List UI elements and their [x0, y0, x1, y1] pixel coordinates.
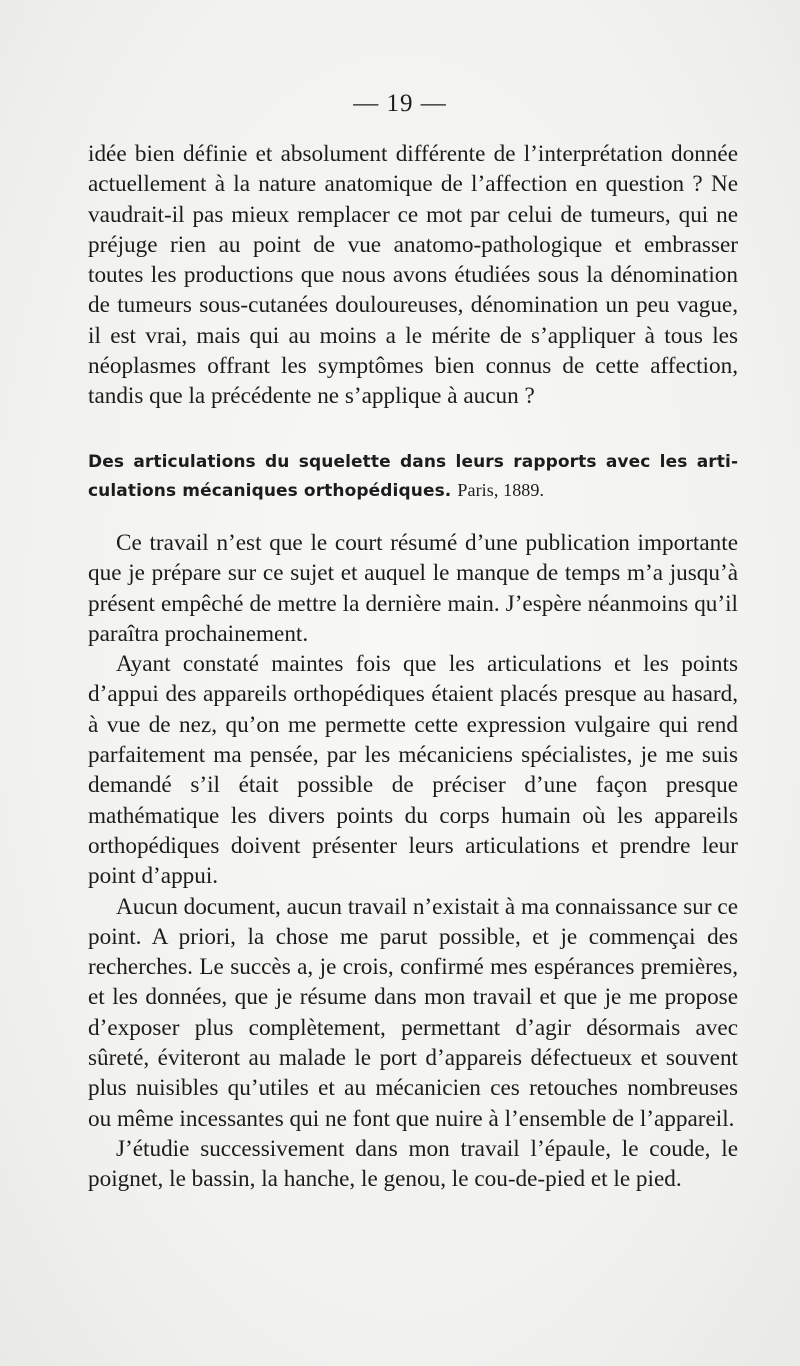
section-title: Des articulations du squelette dans leurs rapports avec les articulations mécaniques orthopédiques. [88, 452, 738, 501]
paragraph: Ce travail n’est que le court résumé d’une publication importante que je prépare sur ce sujet et auquel le manque de temps m’a jusqu’à présent empêché de mettre la dernière main. J’espère néanmoins qu’il paraîtra prochainement. [88, 530, 738, 647]
paragraph: Ayant constaté maintes fois que les articulations et les points d’appui des appareils orthopédiques étaient placés presque au hasard, à vue de nez, qu’on me permette cette expression vulgaire qui rend parfaitement ma pensée, par les mécaniciens spécialistes, je me suis demandé s’il était possible de préciser d’une façon presque mathématique les divers points du corps humain où les appareils orthopédiques doivent présenter leurs articulations et prendre leur point d’appui. [88, 651, 738, 890]
page-number: — 19 — [353, 90, 447, 117]
paragraph: Aucun document, aucun travail n’existait à ma connaissance sur ce point. A priori, la chose me parut possible, et je commençai des recherches. Le succès a, je crois, confirmé mes espérances premières, et les données, que je résume dans mon travail et que je me propose d’exposer plus complètement, permettant d’agir désormais avec sûreté, éviteront au malade le port d’appareis défectueux et souvent plus nuisibles qu’utiles et au mécanicien ces retouches nombreuses ou même incessantes qui ne font que nuire à l’ensemble de l’appareil. [88, 893, 738, 1132]
paragraph: J’étudie successivement dans mon travail l’épaule, le coude, le poignet, le bassin, la hanche, le genou, le cou-de-pied et le pied. [88, 1135, 738, 1193]
body-text-block [88, 528, 738, 1195]
intro-paragraph: idée bien définie et absolument différente de l’interprétation donnée actuellement à la nature anatomique de l’affection en question ? Ne vaudrait-il pas mieux remplacer ce mot par celui de tumeurs, qui ne préjuge rien au point de vue anatomo-pathologique et embrasser toutes les productions que nous avons étudiées sous la dénomination de tumeurs sous-cutanées douloureuses, dénomination un peu vague, il est vrai, mais qui au moins a le mérite de s’appliquer à tous les néoplasmes offrant les symptômes bien connus de cette affection, tandis que la précédente ne s’applique à aucun ? [88, 141, 738, 410]
section-heading [88, 448, 738, 505]
section-citation: Paris, 1889. [457, 480, 545, 500]
intro-paragraph-block [88, 139, 738, 412]
